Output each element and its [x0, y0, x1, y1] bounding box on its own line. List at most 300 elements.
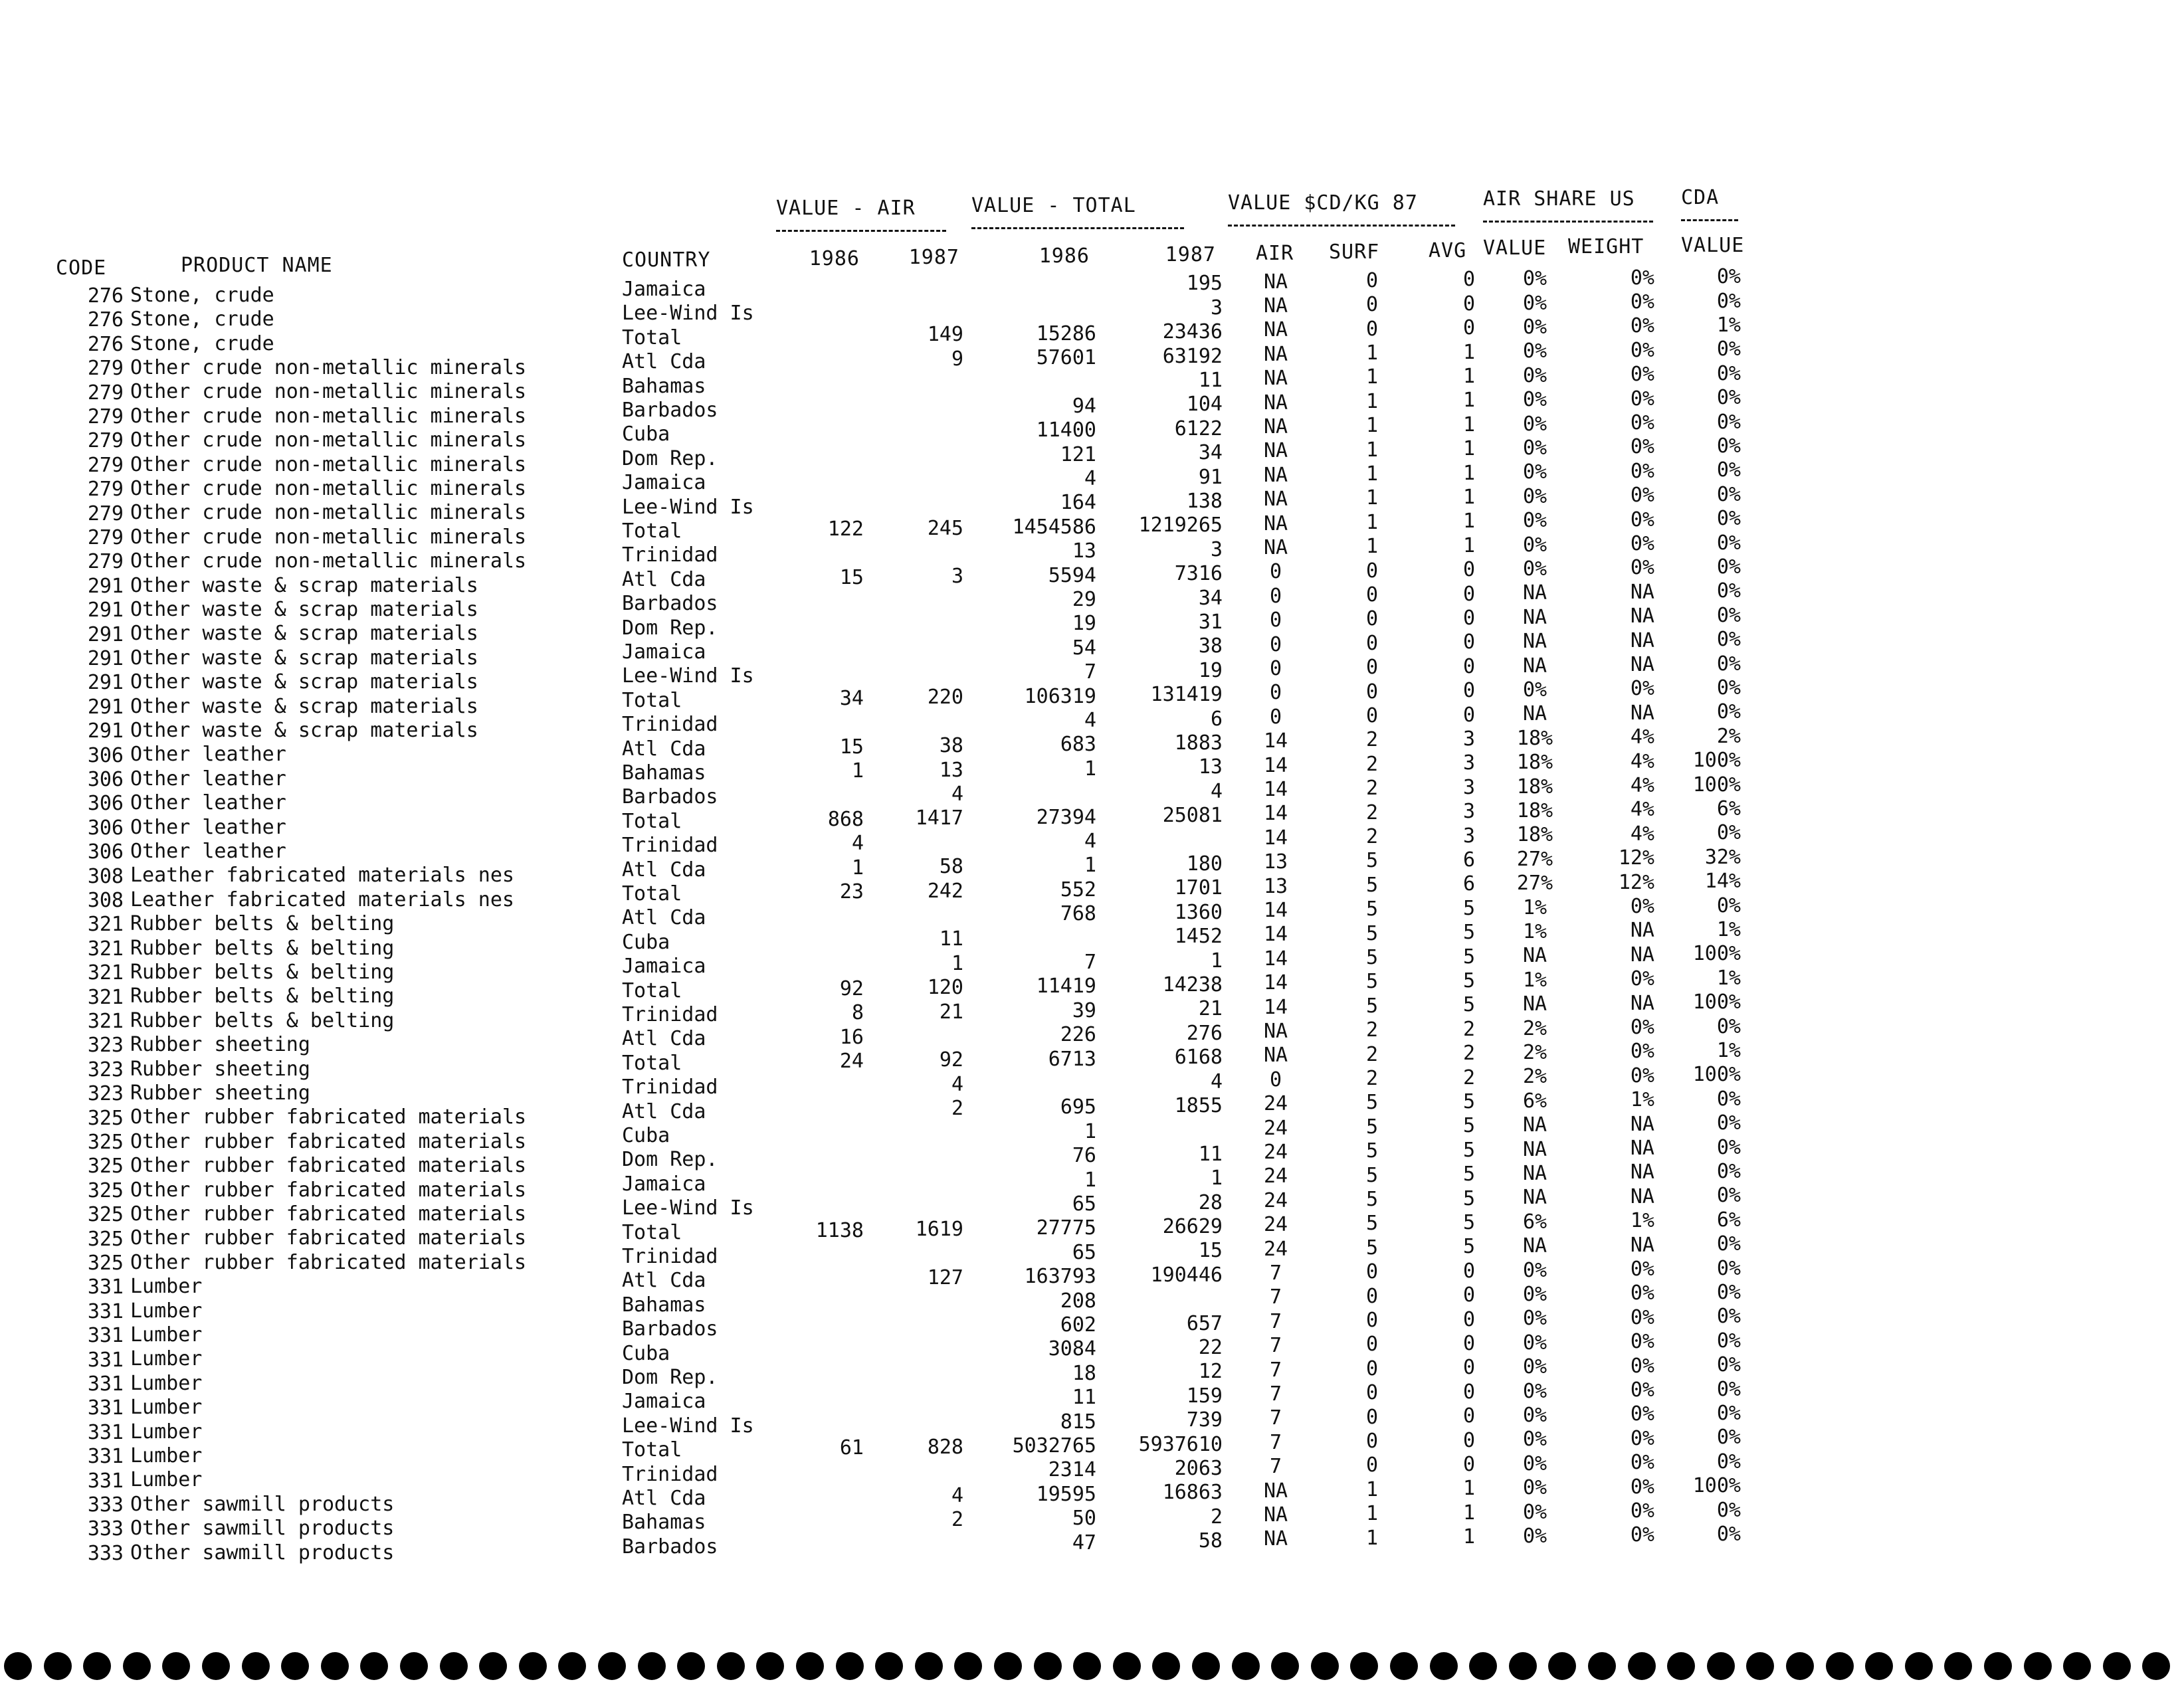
feed-hole	[44, 1652, 72, 1680]
cell-air-kg: 7	[1269, 1262, 1282, 1285]
cell-surf-kg: 1	[1365, 1477, 1379, 1501]
cell-air-kg: 7	[1269, 1382, 1282, 1406]
cell-cda-value: 0%	[1716, 410, 1741, 434]
col-air-1986: 1986	[809, 247, 860, 270]
cell-avg-kg: 1	[1462, 340, 1475, 364]
cell-cda-value: 0%	[1716, 531, 1741, 555]
feed-hole	[1944, 1652, 1972, 1680]
cell-country: Trinidad	[622, 1076, 718, 1099]
cell-product-name: Lumber	[130, 1420, 203, 1444]
cell-surf-kg: 0	[1365, 317, 1379, 341]
cell-surf-kg: 2	[1365, 752, 1379, 776]
cell-share-weight: 0%	[1630, 1016, 1654, 1040]
feed-hole	[1430, 1652, 1458, 1680]
feed-hole	[1984, 1652, 2012, 1680]
cell-share-value: 0%	[1522, 388, 1547, 412]
feed-hole	[1746, 1652, 1774, 1680]
cell-air-kg: NA	[1263, 1020, 1288, 1044]
cell-share-weight: 12%	[1618, 870, 1654, 894]
cell-country: Jamaica	[622, 1172, 706, 1196]
cell-air-kg: 0	[1269, 705, 1282, 729]
cell-share-value: 0%	[1522, 1500, 1547, 1524]
cell-total-1986: 1	[1084, 757, 1096, 781]
cell-share-value: 18%	[1516, 751, 1553, 775]
cell-air-1987: 1417	[915, 806, 963, 830]
cell-avg-kg: 5	[1462, 1186, 1475, 1210]
cell-code: 321	[87, 913, 124, 937]
cell-total-1986: 7	[1084, 660, 1096, 684]
cell-avg-kg: 1	[1462, 1525, 1475, 1549]
cell-country: Atl Cda	[622, 1027, 706, 1051]
cell-total-1986: 768	[1060, 902, 1096, 926]
cell-air-1987: 1619	[915, 1218, 963, 1242]
cell-share-weight: NA	[1630, 1112, 1654, 1136]
feed-hole	[1271, 1652, 1299, 1680]
cell-surf-kg: 0	[1365, 680, 1379, 703]
cell-air-1986: 1138	[815, 1218, 864, 1242]
feed-hole	[1548, 1652, 1576, 1680]
underline-value-air	[776, 230, 946, 232]
feed-hole	[1707, 1652, 1735, 1680]
header-cda: CDA	[1681, 186, 1720, 209]
feed-hole	[400, 1652, 428, 1680]
col-code: CODE	[56, 256, 107, 280]
cell-cda-value: 0%	[1716, 1087, 1741, 1111]
cell-total-1986: 163793	[1024, 1265, 1096, 1289]
cell-share-value: 0%	[1522, 1355, 1547, 1379]
cell-avg-kg: 1	[1462, 437, 1475, 461]
cell-surf-kg: 5	[1365, 1188, 1379, 1212]
cell-air-kg: 14	[1263, 826, 1288, 850]
cell-total-1986: 6713	[1048, 1047, 1096, 1071]
cell-code: 331	[87, 1372, 124, 1396]
cell-total-1987: 195	[1186, 272, 1223, 296]
cell-total-1986: 4	[1084, 466, 1096, 490]
cell-cda-value: 0%	[1716, 700, 1741, 724]
feed-hole	[83, 1652, 111, 1680]
cell-country: Atl Cda	[622, 1269, 706, 1293]
cell-total-1986: 11419	[1036, 975, 1096, 998]
cell-air-kg: 24	[1263, 1092, 1288, 1116]
cell-cda-value: 0%	[1716, 1426, 1741, 1450]
cell-total-1987: 28	[1198, 1190, 1223, 1214]
cell-code: 321	[87, 1010, 124, 1034]
header-value-air: VALUE - AIR	[776, 197, 916, 220]
cell-avg-kg: 3	[1462, 800, 1475, 824]
cell-surf-kg: 2	[1365, 1042, 1379, 1066]
cell-total-1986: 4	[1084, 829, 1096, 853]
feed-hole	[756, 1652, 784, 1680]
cell-total-1986: 683	[1060, 733, 1096, 757]
cell-avg-kg: 0	[1462, 1404, 1475, 1428]
cell-product-name: Other leather	[130, 840, 286, 864]
feed-hole	[519, 1652, 547, 1680]
cell-air-kg: NA	[1263, 488, 1288, 512]
cell-air-kg: 14	[1263, 899, 1288, 923]
cell-code: 333	[87, 1541, 124, 1565]
cell-surf-kg: 2	[1365, 1067, 1379, 1091]
cell-country: Trinidad	[622, 543, 718, 567]
cell-avg-kg: 1	[1462, 365, 1475, 389]
feed-hole	[1390, 1652, 1418, 1680]
cell-product-name: Other sawmill products	[130, 1517, 395, 1541]
cell-share-value: 18%	[1516, 726, 1553, 750]
cell-share-weight: 0%	[1630, 411, 1654, 435]
cell-share-value: 0%	[1522, 1452, 1547, 1475]
cell-code: 291	[87, 574, 124, 598]
cell-country: Barbados	[622, 1535, 718, 1558]
cell-surf-kg: 5	[1365, 1212, 1379, 1236]
cell-total-1986: 164	[1060, 491, 1096, 515]
cell-cda-value: 100%	[1692, 1063, 1741, 1087]
cell-code: 321	[87, 985, 124, 1009]
cell-share-value: 0%	[1522, 1428, 1547, 1452]
cell-surf-kg: 1	[1365, 535, 1379, 559]
cell-avg-kg: 0	[1462, 292, 1475, 316]
col-air-1987: 1987	[908, 246, 959, 269]
cell-share-weight: 4%	[1630, 725, 1654, 749]
cell-share-value: NA	[1522, 1234, 1547, 1258]
cell-country: Dom Rep.	[622, 1148, 718, 1172]
col-avg-kg: AVG	[1429, 239, 1467, 262]
cell-total-1987: 1855	[1174, 1093, 1223, 1117]
cell-code: 325	[87, 1203, 124, 1227]
cell-total-1986: 15286	[1036, 322, 1096, 345]
cell-avg-kg: 1	[1462, 461, 1475, 485]
cell-share-weight: 0%	[1630, 387, 1654, 411]
feed-hole	[202, 1652, 230, 1680]
cell-avg-kg: 0	[1462, 1332, 1475, 1356]
cell-cda-value: 0%	[1716, 1305, 1741, 1329]
cell-country: Dom Rep.	[622, 616, 718, 640]
cell-share-weight: 4%	[1630, 822, 1654, 846]
cell-share-value: NA	[1522, 630, 1547, 654]
cell-share-weight: 0%	[1630, 1305, 1654, 1329]
cell-surf-kg: 0	[1365, 704, 1379, 728]
cell-air-1986: 1	[851, 856, 864, 880]
cell-share-value: 0%	[1522, 339, 1547, 363]
cell-product-name: Lumber	[130, 1444, 203, 1468]
cell-air-kg: 7	[1269, 1309, 1282, 1333]
cell-total-1986: 552	[1060, 878, 1096, 901]
cell-code: 331	[87, 1275, 124, 1299]
cell-country: Barbados	[622, 592, 718, 616]
cell-total-1986: 54	[1072, 636, 1096, 660]
cell-avg-kg: 5	[1462, 1211, 1475, 1235]
cell-avg-kg: 2	[1462, 1066, 1475, 1089]
cell-avg-kg: 1	[1462, 486, 1475, 510]
cell-air-1987: 242	[927, 879, 963, 903]
feed-hole	[479, 1652, 507, 1680]
cell-product-name: Rubber belts & belting	[130, 961, 395, 985]
cell-avg-kg: 1	[1462, 1477, 1475, 1501]
col-product-name: PRODUCT NAME	[181, 254, 333, 277]
cell-avg-kg: 0	[1462, 1380, 1475, 1404]
cell-share-value: 0%	[1522, 1404, 1547, 1428]
cell-share-value: 2%	[1522, 1041, 1547, 1065]
header-air-share: AIR SHARE US	[1483, 187, 1635, 211]
cell-share-value: 0%	[1522, 436, 1547, 460]
cell-total-1987: 15	[1198, 1239, 1223, 1263]
cell-air-kg: 14	[1263, 778, 1288, 802]
cell-surf-kg: 0	[1365, 1357, 1379, 1380]
cell-share-value: 0%	[1522, 1307, 1547, 1331]
cell-share-value: 0%	[1522, 557, 1547, 581]
feed-hole	[598, 1652, 626, 1680]
cell-share-weight: 0%	[1630, 895, 1654, 919]
cell-air-kg: 14	[1263, 971, 1288, 995]
cell-total-1987: 7316	[1174, 562, 1223, 586]
cell-product-name: Rubber belts & belting	[130, 1008, 395, 1032]
cell-share-value: 6%	[1522, 1210, 1547, 1234]
cell-air-1986: 868	[827, 808, 864, 831]
cell-share-value: 0%	[1522, 412, 1547, 436]
cell-surf-kg: 1	[1365, 510, 1379, 534]
cell-country: Jamaica	[622, 640, 706, 664]
feed-hole	[1667, 1652, 1695, 1680]
cell-total-1987: 16863	[1162, 1481, 1223, 1505]
cell-air-kg: 24	[1263, 1165, 1288, 1188]
cell-cda-value: 0%	[1716, 361, 1741, 385]
cell-country: Dom Rep.	[622, 446, 718, 470]
cell-share-value: 1%	[1522, 895, 1547, 919]
cell-code: 323	[87, 1034, 124, 1058]
cell-total-1986: 226	[1060, 1023, 1096, 1047]
cell-total-1986: 106319	[1024, 684, 1096, 708]
cell-surf-kg: 0	[1365, 559, 1379, 583]
feed-hole	[1905, 1652, 1933, 1680]
feed-hole	[4, 1652, 32, 1680]
cell-product-name: Other sawmill products	[130, 1492, 395, 1516]
cell-product-name: Other crude non-metallic minerals	[130, 380, 527, 404]
cell-avg-kg: 5	[1462, 993, 1475, 1017]
cell-total-1987: 26629	[1162, 1214, 1223, 1238]
cell-country: Lee-Wind Is	[622, 1196, 754, 1220]
cell-avg-kg: 0	[1462, 268, 1475, 292]
cell-surf-kg: 0	[1365, 293, 1379, 317]
cell-air-1987: 1	[951, 951, 963, 975]
feed-hole	[875, 1652, 903, 1680]
cell-total-1987: 4	[1210, 779, 1223, 803]
cell-air-kg: 14	[1263, 947, 1288, 971]
cell-air-1986: 15	[839, 566, 864, 589]
cell-air-kg: NA	[1263, 1044, 1288, 1068]
cell-country: Total	[622, 809, 682, 833]
cell-air-kg: 0	[1269, 609, 1282, 632]
cell-cda-value: 0%	[1716, 652, 1741, 676]
cell-cda-value: 1%	[1716, 918, 1741, 942]
cell-country: Lee-Wind Is	[622, 302, 754, 326]
feed-hole	[2063, 1652, 2091, 1680]
cell-cda-value: 0%	[1716, 579, 1741, 603]
cell-country: Jamaica	[622, 471, 706, 495]
cell-avg-kg: 0	[1462, 1356, 1475, 1380]
cell-total-1987: 19	[1198, 658, 1223, 682]
cell-country: Trinidad	[622, 713, 718, 737]
feed-hole	[242, 1652, 270, 1680]
cell-code: 291	[87, 671, 124, 695]
cell-share-weight: NA	[1630, 943, 1654, 967]
cell-product-name: Other waste & scrap materials	[130, 573, 478, 597]
cell-product-name: Other crude non-metallic minerals	[130, 549, 527, 573]
cell-product-name: Lumber	[130, 1347, 203, 1371]
cell-surf-kg: 1	[1365, 365, 1379, 389]
cell-share-weight: 0%	[1630, 1258, 1654, 1281]
cell-code: 325	[87, 1131, 124, 1155]
cell-code: 306	[87, 768, 124, 792]
cell-product-name: Lumber	[130, 1396, 203, 1420]
cell-total-1987: 23436	[1162, 320, 1223, 344]
cell-surf-kg: 2	[1365, 1018, 1379, 1042]
feed-hole	[677, 1652, 705, 1680]
cell-surf-kg: 5	[1365, 994, 1379, 1018]
cell-code: 331	[87, 1324, 124, 1348]
cell-share-value: 18%	[1516, 799, 1553, 823]
cell-code: 306	[87, 816, 124, 840]
cell-product-name: Other crude non-metallic minerals	[130, 525, 527, 549]
cell-share-weight: 0%	[1630, 1402, 1654, 1426]
feed-hole	[123, 1652, 151, 1680]
cell-product-name: Other crude non-metallic minerals	[130, 404, 527, 428]
cell-share-weight: 0%	[1630, 314, 1654, 338]
cell-total-1987: 13	[1198, 755, 1223, 779]
cell-product-name: Leather fabricated materials nes	[130, 864, 514, 888]
cell-country: Atl Cda	[622, 567, 706, 591]
cell-share-value: 0%	[1522, 316, 1547, 339]
cell-air-1986: 24	[839, 1050, 864, 1073]
cell-country: Cuba	[622, 930, 670, 954]
cell-avg-kg: 5	[1462, 1114, 1475, 1138]
cell-total-1987: 104	[1186, 393, 1223, 417]
cell-share-weight: NA	[1630, 1233, 1654, 1257]
cell-share-value: 1%	[1522, 968, 1547, 992]
cell-avg-kg: 5	[1462, 969, 1475, 993]
cell-code: 276	[87, 332, 124, 356]
cell-country: Jamaica	[622, 278, 706, 301]
cell-surf-kg: 0	[1365, 1309, 1379, 1333]
cell-code: 291	[87, 622, 124, 646]
cell-share-weight: NA	[1630, 1137, 1654, 1161]
cell-share-value: 0%	[1522, 678, 1547, 702]
cell-share-value: 0%	[1522, 460, 1547, 484]
underline-cda	[1681, 219, 1738, 221]
cell-total-1986: 208	[1060, 1289, 1096, 1313]
cell-code: 291	[87, 647, 124, 671]
cell-share-value: 0%	[1522, 509, 1547, 533]
cell-share-value: 0%	[1522, 1283, 1547, 1307]
feed-hole	[1865, 1652, 1893, 1680]
cell-avg-kg: 0	[1462, 1283, 1475, 1307]
cell-code: 306	[87, 840, 124, 864]
cell-total-1987: 34	[1198, 441, 1223, 465]
cell-share-value: 18%	[1516, 775, 1553, 798]
cell-share-value: NA	[1522, 605, 1547, 629]
cell-product-name: Other waste & scrap materials	[130, 622, 478, 646]
cell-share-weight: NA	[1630, 701, 1654, 725]
cell-avg-kg: 3	[1462, 824, 1475, 848]
cell-avg-kg: 0	[1462, 679, 1475, 703]
cell-air-1987: 92	[939, 1048, 963, 1072]
cell-air-kg: 0	[1269, 632, 1282, 656]
cell-cda-value: 0%	[1716, 1281, 1741, 1305]
cell-total-1986: 94	[1072, 394, 1096, 418]
cell-total-1986: 76	[1072, 1144, 1096, 1168]
cell-cda-value: 0%	[1716, 1329, 1741, 1353]
cell-surf-kg: 0	[1365, 268, 1379, 292]
cell-cda-value: 0%	[1716, 434, 1741, 458]
cell-total-1986: 65	[1072, 1240, 1096, 1264]
cell-cda-value: 6%	[1716, 1208, 1741, 1232]
cell-total-1986: 57601	[1036, 345, 1096, 369]
cell-air-1987: 2	[951, 1507, 963, 1531]
cell-air-kg: NA	[1263, 270, 1288, 294]
cell-share-value: 0%	[1522, 1379, 1547, 1403]
cell-surf-kg: 5	[1365, 897, 1379, 921]
cell-avg-kg: 1	[1462, 510, 1475, 533]
cell-total-1986: 1	[1084, 1119, 1096, 1143]
cell-avg-kg: 3	[1462, 751, 1475, 775]
cell-cda-value: 0%	[1716, 1353, 1741, 1377]
col-share-weight: WEIGHT	[1568, 235, 1644, 258]
cell-total-1987: 739	[1186, 1408, 1223, 1432]
cell-total-1986: 19595	[1036, 1482, 1096, 1506]
cell-product-name: Rubber sheeting	[130, 1033, 310, 1057]
cell-product-name: Other crude non-metallic minerals	[130, 356, 527, 380]
cell-surf-kg: 5	[1365, 970, 1379, 994]
cell-surf-kg: 5	[1365, 921, 1379, 945]
cell-total-1986: 5594	[1048, 563, 1096, 587]
cell-country: Total	[622, 1438, 682, 1462]
cell-air-1986: 92	[839, 977, 864, 1000]
cell-total-1987: 6122	[1174, 417, 1223, 440]
cell-total-1986: 695	[1060, 1095, 1096, 1119]
cell-total-1987: 6	[1210, 707, 1223, 731]
cell-share-weight: 0%	[1630, 1499, 1654, 1523]
cell-share-weight: 0%	[1630, 435, 1654, 459]
cell-total-1987: 63192	[1162, 344, 1223, 368]
cell-total-1987: 1219265	[1138, 514, 1223, 537]
feed-hole	[796, 1652, 824, 1680]
cell-share-weight: 0%	[1630, 1426, 1654, 1450]
cell-total-1987: 138	[1186, 489, 1223, 513]
cell-cda-value: 0%	[1716, 1160, 1741, 1184]
cell-code: 279	[87, 357, 124, 381]
cell-code: 321	[87, 937, 124, 961]
header-value-kg: VALUE $CD/KG 87	[1228, 191, 1418, 215]
cell-air-1986: 34	[839, 687, 864, 710]
cell-air-1987: 828	[927, 1435, 963, 1459]
cell-cda-value: 0%	[1716, 628, 1741, 652]
cell-share-weight: 0%	[1630, 363, 1654, 387]
cell-code: 325	[87, 1252, 124, 1275]
cell-share-value: 1%	[1522, 920, 1547, 944]
cell-country: Atl Cda	[622, 350, 706, 374]
cell-code: 333	[87, 1493, 124, 1517]
cell-total-1987: 2063	[1174, 1456, 1223, 1480]
cell-country: Trinidad	[622, 834, 718, 858]
cell-total-1987: 5937610	[1138, 1432, 1223, 1456]
cell-surf-kg: 5	[1365, 1091, 1379, 1115]
cell-air-1986: 23	[839, 880, 864, 904]
cell-avg-kg: 0	[1462, 607, 1475, 630]
cell-total-1987: 11	[1198, 368, 1223, 392]
cell-cda-value: 0%	[1716, 821, 1741, 845]
cell-total-1987: 1701	[1174, 876, 1223, 900]
cell-cda-value: 32%	[1704, 845, 1741, 869]
cell-product-name: Other waste & scrap materials	[130, 719, 478, 743]
cell-product-name: Stone, crude	[130, 308, 274, 331]
cell-code: 279	[87, 526, 124, 550]
